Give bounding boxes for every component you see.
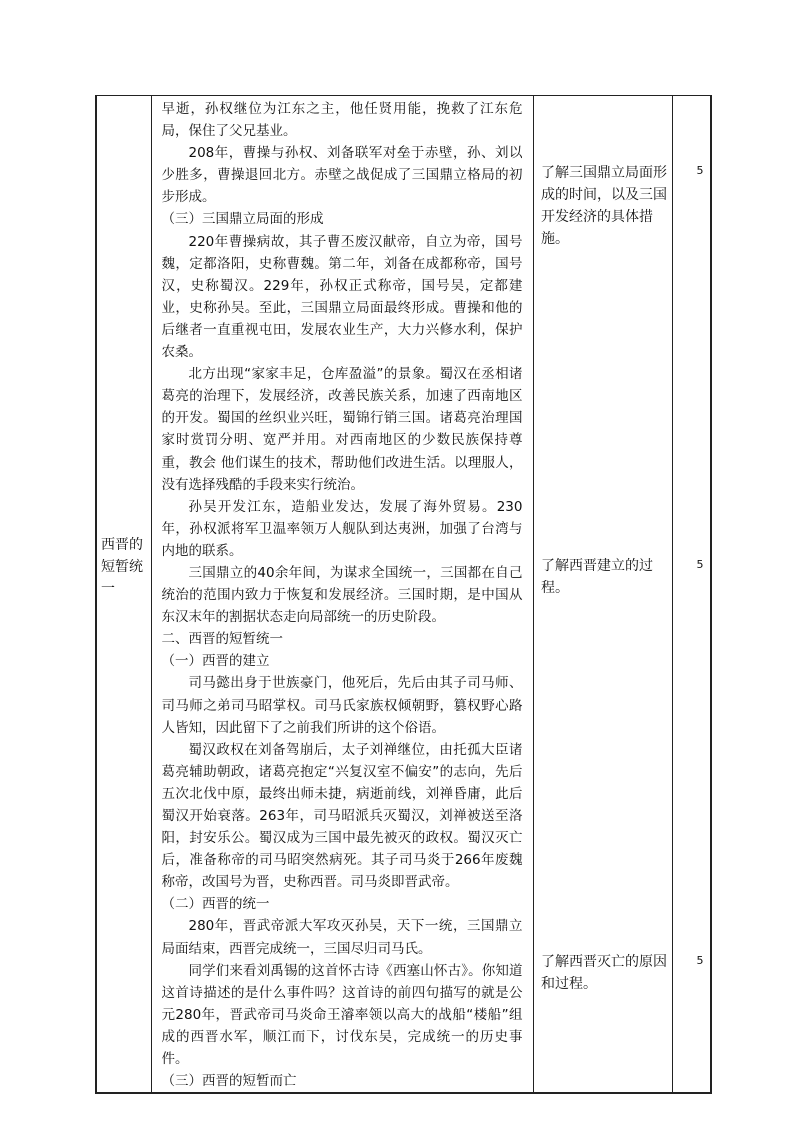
paragraph: 280年，晋武帝派大军攻灭孙吴，天下一统，三国鼎立局面结束，西晋完成统一，三国尽归司马氏。 (161, 918, 523, 957)
score-value: 5 (696, 558, 704, 571)
paragraph: （一）西晋的建立 (161, 653, 270, 670)
goal-text: 了解三国鼎立局面形成的时间，以及三国开发经济的具体措施。 (541, 165, 667, 247)
content-cell (151, 96, 533, 1094)
score-value: 5 (696, 164, 704, 177)
paragraph: 司马懿出身于世族豪门，他死后，先后由其子司马师、司马师之弟司马昭掌权。司马氏家族权倾朝野，篡权野心路人皆知，因此留下了之前我们所讲的这个俗语。 (161, 675, 523, 736)
score-value: 5 (696, 954, 704, 967)
paragraph: 蜀汉政权在刘备驾崩后，太子刘禅继位，由托孤大臣诸葛亮辅助朝政，诸葛亮抱定“兴复汉室不偏安”的志向，先后五次北伐中原，最终出师未捷，病逝前线，刘禅昏庸，此后蜀汉开始衰落。263年，司马昭派兵灭蜀汉，刘禅被送至洛阳，封安乐公。蜀汉成为三国中最先被灭的政权。蜀汉灭亡后，准备称帝的司马昭突然病死。其子司马炎于266年废魏称帝，改国号为晋，史称西晋。司马炎即晋武帝。 (161, 741, 523, 891)
paragraph: 208年，曹操与孙权、刘备联军对垒于赤壁，孙、刘以少胜多，曹操退回北方。赤壁之战促成了三国鼎立格局的初步形成。 (161, 145, 523, 206)
paragraph: 三国鼎立的40余年间，为谋求全国统一，三国都在自己统治的范围内致力于恢复和发展经济。三国时期，是中国从东汉末年的割据状态走向局部统一的历史阶段。 (161, 564, 523, 626)
paragraph: 220年曹操病故，其子曹丕废汉献帝，自立为帝，国号魏，定都洛阳，史称曹魏。第二年，刘备在成都称帝，国号汉，史称蜀汉。229年，孙权正式称帝，国号吴，定都建业，史称孙吴。至此，三国鼎立局面最终形成。曹操和他的后继者一直重视屯田，发展农业生产，大力兴修水利，保护农桑。 (161, 233, 523, 361)
score-cell (672, 96, 711, 1094)
goal-text: 了解西晋灭亡的原因和过程。 (541, 954, 667, 992)
paragraph: （三）三国鼎立局面的形成 (161, 211, 324, 228)
lesson-content (152, 96, 533, 1092)
paragraph: （三）西晋的短暂而亡 (161, 1073, 297, 1090)
paragraph: 孙吴开发江东，造船业发达，发展了海外贸易。230年，孙权派将军卫温率领万人舰队到达夷洲，加强了台湾与内地的联系。 (161, 498, 523, 559)
paragraph: 二、西晋的短暂统一 (161, 631, 283, 648)
paragraph: 同学们来看刘禹锡的这首怀古诗《西塞山怀古》。你知道这首诗描述的是什么事件吗？这首诗的前四句描写的就是公元280年，晋武帝司马炎命王濬率领以高大的战船“楼船”组成的西晋水军，顺江而下，讨伐东吴，完成统一的历史事件。 (161, 962, 523, 1068)
goal-text: 了解西晋建立的过程。 (541, 558, 653, 596)
section-label: 西晋的短暂统一 (101, 537, 143, 597)
paragraph: 北方出现“家家丰足，仓库盈溢”的景象。蜀汉在丞相诸葛亮的治理下，发展经济，改善民族关系，加速了西南地区的开发。蜀国的丝织业兴旺，蜀锦行销三国。诸葛亮治理国家时赏罚分明、宽严并用。对西南地区的少数民族保持尊重，教会 他们谋生的技术，帮助他们改进生活。以理服人，没有选择残酷的手段来实行统治。 (161, 366, 523, 493)
paragraph: （二）西晋的统一 (161, 896, 270, 913)
paragraph: 早逝，孙权继位为江东之主，他任贤用能，挽救了江东危局，保住了父兄基业。 (161, 101, 523, 140)
